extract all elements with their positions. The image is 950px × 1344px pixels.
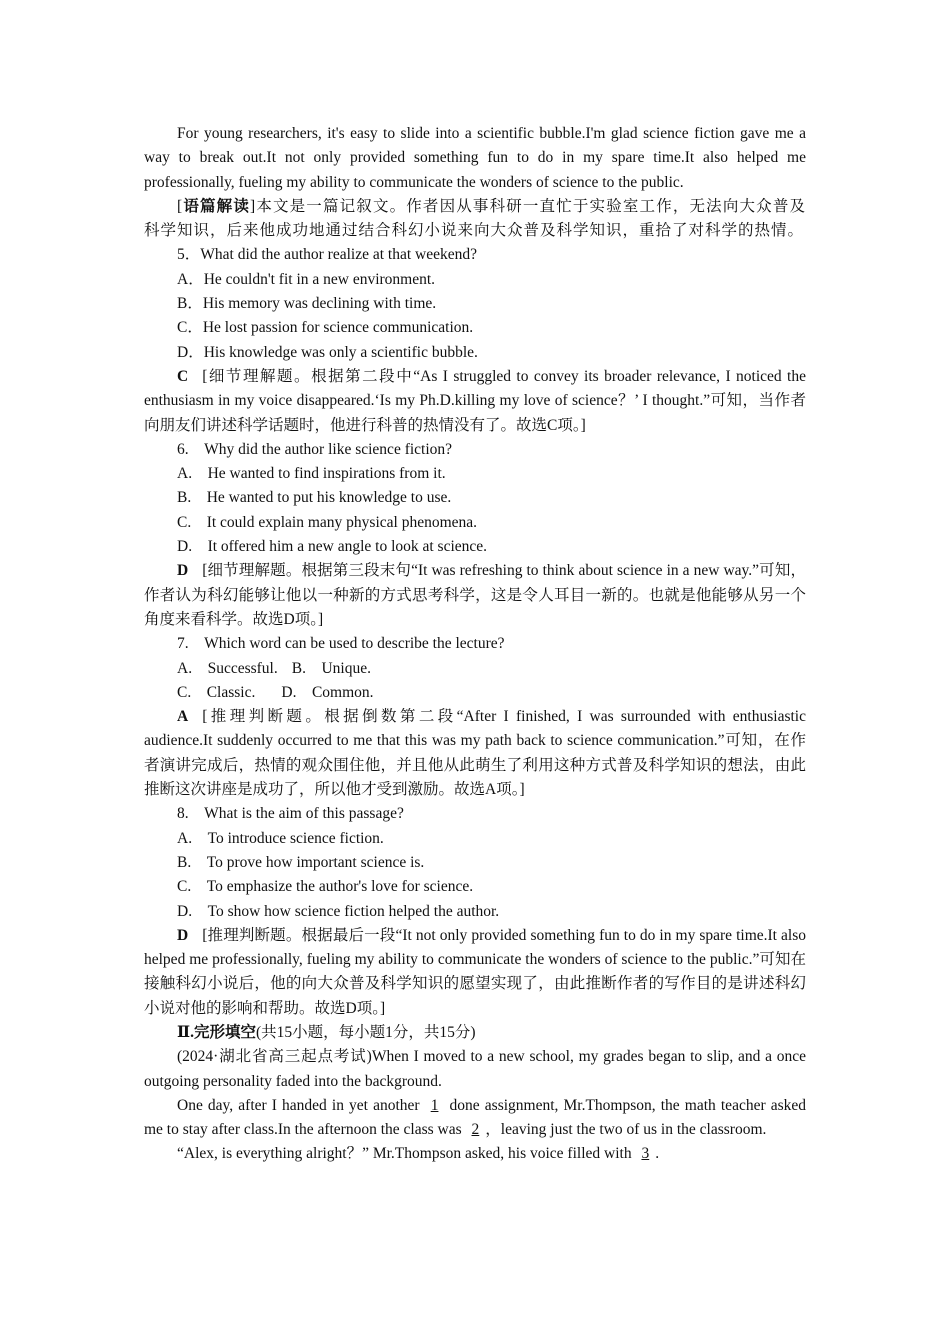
cloze-blank-3: 3 <box>641 1145 650 1163</box>
question-6-option-a: A. He wanted to find inspirations from it. <box>177 465 446 483</box>
cloze-paragraph-3 <box>144 1142 806 1166</box>
question-6-stem: 6. Why did the author like science fiction? <box>177 440 453 458</box>
question-8-option-d: D. To show how science fiction helped the author. <box>177 902 500 920</box>
question-8-stem: 8. What is the aim of this passage? <box>177 805 404 823</box>
cloze-section-title: Ⅱ.完形填空 <box>177 1023 256 1041</box>
answer-letter: D <box>177 562 189 580</box>
question-8-option-b: B. To prove how important science is. <box>177 853 425 871</box>
cloze-text: . <box>655 1145 660 1163</box>
answer-letter: C <box>177 367 189 385</box>
document-page <box>144 122 806 1167</box>
question-5-option-c: C．He lost passion for science communication. <box>177 319 474 337</box>
question-7-options-cd <box>144 681 806 705</box>
question-7-answer <box>144 705 806 802</box>
cloze-blank-1: 1 <box>430 1096 439 1114</box>
cloze-paragraph-2 <box>144 1094 806 1143</box>
cloze-text: One day, after I handed in yet another <box>177 1096 420 1114</box>
cloze-blank-2: 2 <box>471 1121 480 1139</box>
cloze-section-heading <box>144 1021 806 1045</box>
answer-explanation: [细节理解题。根据第三段末句“It was refreshing to think about science in a new way.”可知，作者认为科幻能够让他以一种新的方式思考科学，这是令人耳目一新的。也就是他能够从另一个角度来看科学。故选D项。] <box>144 562 806 628</box>
answer-explanation: [推理判断题。根据倒数第二段“After I finished, I was surrounded with enthusiastic audience.It suddenly occurred to me that this was my path back to science communication.”可知，在作者演讲完成后，热情的观众围住他，并且他从此萌生了利用这种方式普及科学知识的想法，由此推断这次讲座是成功了，所以他才受到激励。故选A项。] <box>144 708 806 799</box>
question-5-option-b: B．His memory was declining with time. <box>177 295 437 313</box>
question-5-stem: 5．What did the author realize at that weekend? <box>177 246 477 264</box>
cloze-paragraph-1-text: When I moved to a new school, my grades began to slip, and a once outgoing personality faded into the background. <box>144 1048 806 1090</box>
question-7-option-c: C. Classic. <box>177 683 256 701</box>
answer-explanation: [推理判断题。根据最后一段“It not only provided something fun to do in my spare time.It also helped me professionally, fueling my ability to communicate the wonders of science to the public.”可知在接触科幻小说后，他的向大众普及科学知识的愿望实现了，由此推断作者的写作目的是讲述科幻小说对他的影响和帮助。故选D项。] <box>144 926 806 1017</box>
reading-note-text: 本文是一篇记叙文。作者因从事科研一直忙于实验室工作，无法向大众普及科学知识，后来他成功地通过结合科幻小说来向大众普及科学知识，重拾了对科学的热情。 <box>144 197 806 240</box>
cloze-section-note: (共15小题，每小题1分，共15分) <box>255 1023 476 1041</box>
passage-final-paragraph: For young researchers, it's easy to slide into a scientific bubble.I'm glad science fiction gave me a way to break out.It not only provided something fun to do in my spare time.It also helped me professionally, fueling my ability to communicate the wonders of science to the public. <box>144 125 806 191</box>
cloze-text: done assignment, Mr.Thompson, the math teacher asked me to stay after class.In the afternoon the class was <box>144 1096 807 1139</box>
question-8-option-a: A. To introduce science fiction. <box>177 829 384 847</box>
question-7-stem: 7. Which word can be used to describe the lecture? <box>177 635 505 653</box>
question-5-answer <box>144 365 806 438</box>
answer-letter: D <box>177 926 189 944</box>
cloze-source: (2024·湖北省高三起点考试) <box>177 1048 372 1066</box>
question-6-option-d: D. It offered him a new angle to look at science. <box>177 538 488 556</box>
question-8-answer <box>144 924 806 1021</box>
cloze-paragraph-1 <box>144 1045 806 1094</box>
question-7-options-ab <box>144 657 806 681</box>
cloze-text: ，leaving just the two of us in the classroom. <box>485 1121 767 1139</box>
answer-explanation: [细节理解题。根据第二段中“As I struggled to convey its broader relevance, I noticed the enthusiasm in my voice disappeared.‘Is my Ph.D.killing my love of science？’ I thought.”可知，当作者向朋友们讲述科学话题时，他进行科普的热情没有了。故选C项。] <box>144 367 806 434</box>
reading-note: [语篇解读]本文是一篇记叙文。作者因从事科研一直忙于实验室工作，无法向大众普及科学知识，后来他成功地通过结合科幻小说来向大众普及科学知识，重拾了对科学的热情。 <box>144 197 806 240</box>
question-6-answer <box>144 559 806 632</box>
question-8-option-c: C. To emphasize the author's love for science. <box>177 878 474 896</box>
cloze-text: “Alex, is everything alright？” Mr.Thompson asked, his voice filled with <box>177 1145 632 1163</box>
question-5-option-d: D．His knowledge was only a scientific bubble. <box>177 343 478 361</box>
question-6-option-b: B. He wanted to put his knowledge to use. <box>177 489 452 507</box>
question-7-option-d: D. Common. <box>281 683 374 701</box>
reading-note-label: 语篇解读 <box>183 197 250 215</box>
question-5-option-a: A．He couldn't fit in a new environment. <box>177 270 436 288</box>
question-7-option-b: B. Unique. <box>291 659 371 677</box>
answer-letter: A <box>177 708 189 726</box>
question-7-option-a: A. Successful. <box>177 659 278 677</box>
question-6-option-c: C. It could explain many physical phenomena. <box>177 513 478 531</box>
